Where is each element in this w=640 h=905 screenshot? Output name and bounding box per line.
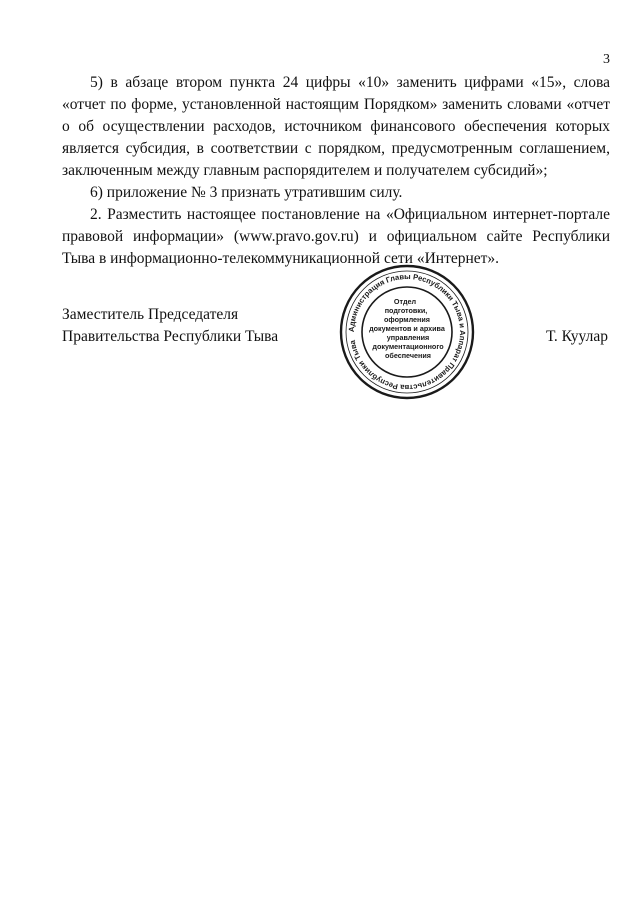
paragraph-item-5: 5) в абзаце втором пункта 24 цифры «10» заменить цифрами «15», слова «отчет по форме, установленной настоящим Порядком» заменить словами «отчет о об осуществлении расходов, источником финансового обеспечения которых является субсидия, в соответствии с порядком, предусмотренным соглашением, заключенным между главным распорядителем и получателем субсидий»; <box>62 74 610 179</box>
document-body <box>62 72 610 270</box>
page-number: 3 <box>603 52 610 67</box>
paragraph-point-2: 2. Разместить настоящее постановление на «Официальном интернет-портале правовой информации» (www.pravo.gov.ru) и официальном сайте Республики Тыва в информационно-телекоммуникационной сети «Интернет». <box>62 206 610 267</box>
stamp-line-5: управления <box>386 333 430 342</box>
signer-title-line2: Правительства Республики Тыва <box>62 328 279 345</box>
stamp-line-4: документов и архива <box>369 324 445 333</box>
signer-title-line1: Заместитель Председателя <box>62 306 239 323</box>
stamp-line-1: Отдел <box>393 297 417 306</box>
stamp-line-6: документационного <box>372 342 444 351</box>
stamp-line-2: подготовки, <box>384 306 428 315</box>
official-stamp <box>337 262 477 402</box>
stamp-ring-text: Администрация Главы Республики Тыва и Аппарат Правительства Республики Тыва <box>346 271 468 393</box>
signature-block <box>62 304 278 348</box>
stamp-line-7: обеспечения <box>384 351 432 360</box>
stamp-line-3: оформления <box>383 315 431 324</box>
paragraph-item-6: 6) приложение № 3 признать утратившим силу. <box>90 184 403 201</box>
signer-name: Т. Куулар <box>545 328 608 345</box>
